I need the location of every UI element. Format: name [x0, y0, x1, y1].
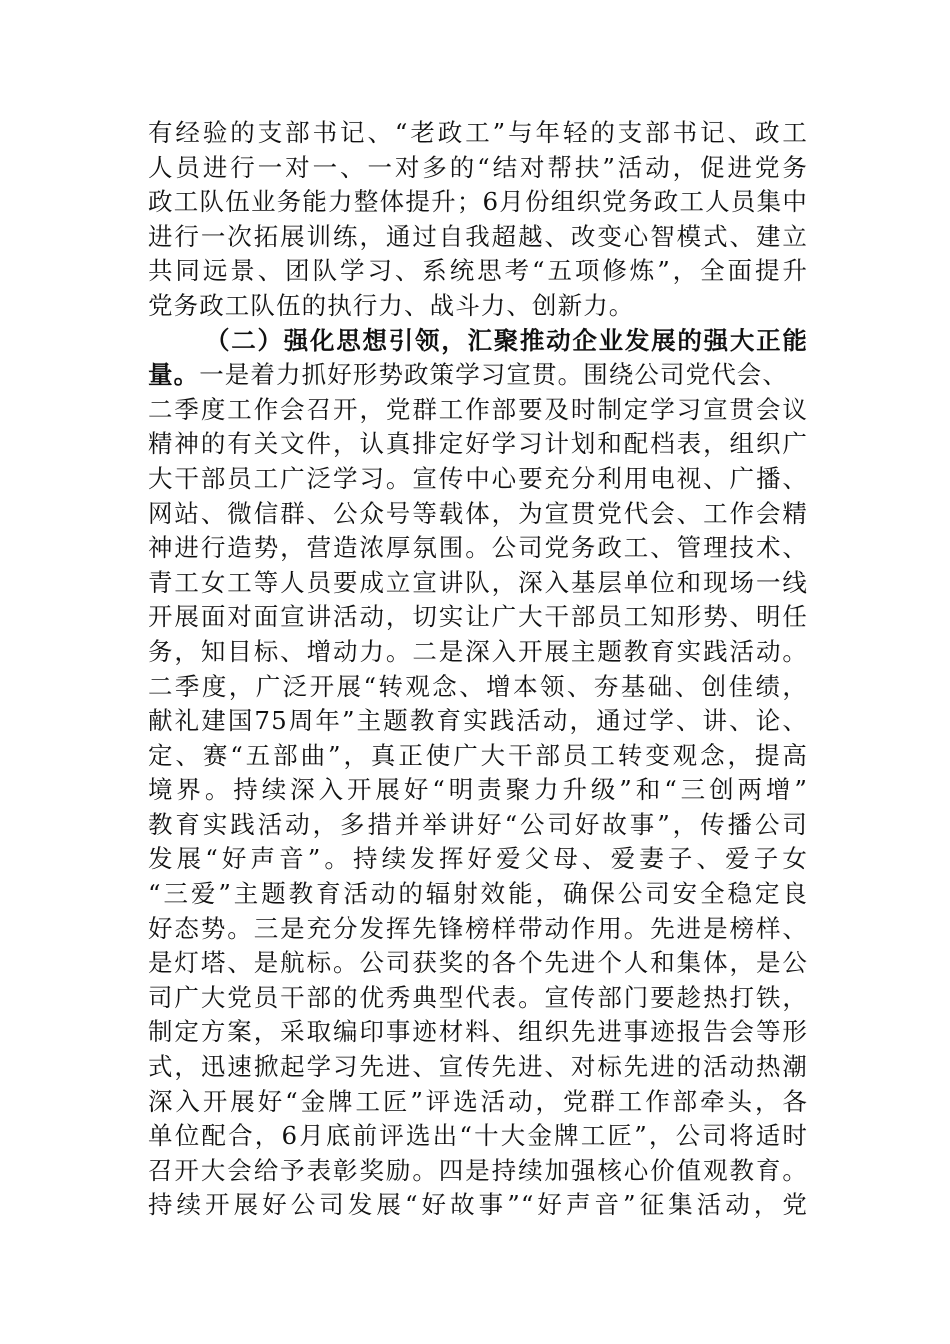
- text-line: 发展“好声音”。持续发挥好爱父母、爱妻子、爱子女: [148, 844, 808, 874]
- text-line: 政工队伍业务能力整体提升；6月份组织党务政工人员集中: [148, 187, 808, 217]
- text-line: 二季度，广泛开展“转观念、增本领、夯基础、创佳绩，: [148, 671, 808, 701]
- text-line: 务，知目标、增动力。二是深入开展主题教育实践活动。: [148, 636, 808, 666]
- text-line: 好态势。三是充分发挥先锋榜样带动作用。先进是榜样、: [148, 913, 808, 943]
- text-line: 是灯塔、是航标。公司获奖的各个先进个人和集体，是公: [148, 948, 808, 978]
- text-line: 党务政工队伍的执行力、战斗力、创新力。: [148, 290, 635, 320]
- text-line: 网站、微信群、公众号等载体，为宣贯党代会、工作会精: [148, 498, 808, 528]
- text-line: 单位配合，6月底前评选出“十大金牌工匠”，公司将适时: [148, 1121, 808, 1151]
- paragraph-start: 一是着力抓好形势政策学习宣贯。围绕公司党代会、: [199, 360, 789, 390]
- text-line: 开展面对面宣讲活动，切实让广大干部员工知形势、明任: [148, 602, 808, 632]
- text-line: 深入开展好“金牌工匠”评选活动，党群工作部牵头，各: [148, 1086, 808, 1116]
- text-line: [148, 358, 808, 393]
- text-line: 人员进行一对一、一对多的“结对帮扶”活动，促进党务: [148, 152, 808, 182]
- text-line: 青工女工等人员要成立宣讲队，深入基层单位和现场一线: [148, 567, 808, 597]
- text-line: 神进行造势，营造浓厚氛围。公司党务政工、管理技术、: [148, 533, 808, 563]
- body-text: [148, 116, 808, 1223]
- section-heading: （二）强化思想引领，汇聚推动企业发展的强大正能: [205, 325, 808, 355]
- text-line: 制定方案，采取编印事迹材料、组织先进事迹报告会等形: [148, 1017, 808, 1047]
- text-line: 司广大党员干部的优秀典型代表。宣传部门要趁热打铁，: [148, 982, 808, 1012]
- text-line: 精神的有关文件，认真排定好学习计划和配档表，组织广: [148, 429, 808, 459]
- text-line: 有经验的支部书记、“老政工”与年轻的支部书记、政工: [148, 118, 808, 147]
- text-line: 进行一次拓展训练，通过自我超越、改变心智模式、建立: [148, 221, 808, 251]
- text-line: “三爱”主题教育活动的辐射效能，确保公司安全稳定良: [148, 879, 808, 909]
- section-heading-continuation: 量。: [148, 360, 200, 390]
- text-line: 召开大会给予表彰奖励。四是持续加强核心价值观教育。: [148, 1155, 808, 1185]
- text-line: 共同远景、团队学习、系统思考“五项修炼”，全面提升: [148, 256, 808, 286]
- text-line: 境界。持续深入开展好“明责聚力升级”和“三创两增”: [148, 775, 808, 805]
- text-line: 定、赛“五部曲”，真正使广大干部员工转变观念，提高: [148, 740, 808, 770]
- text-line: 献礼建国75周年”主题教育实践活动，通过学、讲、论、: [148, 706, 808, 736]
- text-line: 二季度工作会召开，党群工作部要及时制定学习宣贯会议: [148, 394, 808, 424]
- text-line: 式，迅速掀起学习先进、宣传先进、对标先进的活动热潮: [148, 1052, 808, 1082]
- text-line: 教育实践活动，多措并举讲好“公司好故事”，传播公司: [148, 809, 808, 839]
- text-line: 持续开展好公司发展“好故事”“好声音”征集活动，党: [148, 1190, 808, 1220]
- text-line: 大干部员工广泛学习。宣传中心要充分利用电视、广播、: [148, 463, 808, 493]
